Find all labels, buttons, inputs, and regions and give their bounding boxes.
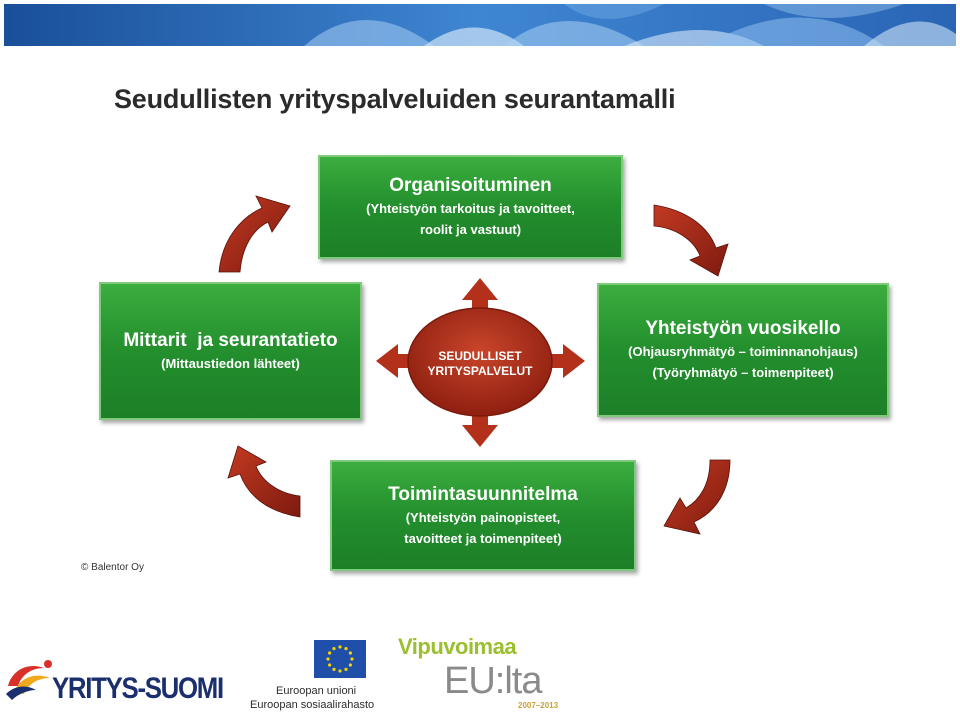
yritys-suomi-logo-text: YRITYS-SUOMI [52, 672, 223, 705]
box-heading: Organisoituminen [389, 175, 552, 196]
copyright-text: © Balentor Oy [81, 562, 144, 573]
yritys-suomi-logo-icon [4, 656, 56, 704]
eu-label-line1: Euroopan unioni [276, 685, 357, 697]
center-label [396, 349, 564, 379]
box-subtext: roolit ja vastuut) [419, 222, 522, 237]
box-heading: Toimintasuunnitelma [388, 483, 578, 505]
curved-arrow-top-left-icon [219, 196, 290, 272]
curved-arrow-bottom-left-icon [228, 446, 300, 517]
curved-arrow-top-right-icon [654, 205, 728, 276]
box-heading: Yhteistyön vuosikello [645, 318, 841, 339]
box-subtext: (Yhteistyön tarkoitus ja tavoitteet, [366, 201, 575, 216]
box-mittarit-ja-seurantatieto [99, 282, 362, 420]
box-organisoituminen [318, 155, 623, 259]
logo-years-text: 2007–2013 [518, 701, 559, 710]
page-title: Seudullisten yrityspalveluiden seurantamalli [114, 84, 676, 114]
curved-arrow-bottom-right-icon [664, 460, 730, 534]
vipuvoimaa-logo-text: Vipuvoimaa [398, 634, 517, 659]
box-heading: Mittarit ja seurantatieto [123, 329, 338, 351]
eu-label-line2: Euroopan sosiaalirahasto [250, 699, 375, 711]
box-subtext: (Mittaustiedon lähteet) [161, 355, 300, 371]
box-subtext: tavoitteet ja toimenpiteet) [404, 530, 562, 546]
box-subtext: (Ohjausryhmätyö – toiminnanohjaus) [628, 344, 858, 359]
box-toimintasuunnitelma [330, 460, 636, 571]
box-yhteistyon-vuosikello [597, 283, 889, 417]
eu-lta-logo-text: EU:lta [444, 660, 542, 702]
box-subtext: (Yhteistyön painopisteet, [405, 509, 561, 525]
center-label-line1: SEUDULLISET [438, 349, 522, 363]
center-label-line2: YRITYSPALVELUT [427, 364, 533, 378]
box-subtext: (Työryhmätyö – toimenpiteet) [652, 365, 834, 380]
eu-flag-icon [314, 640, 366, 678]
